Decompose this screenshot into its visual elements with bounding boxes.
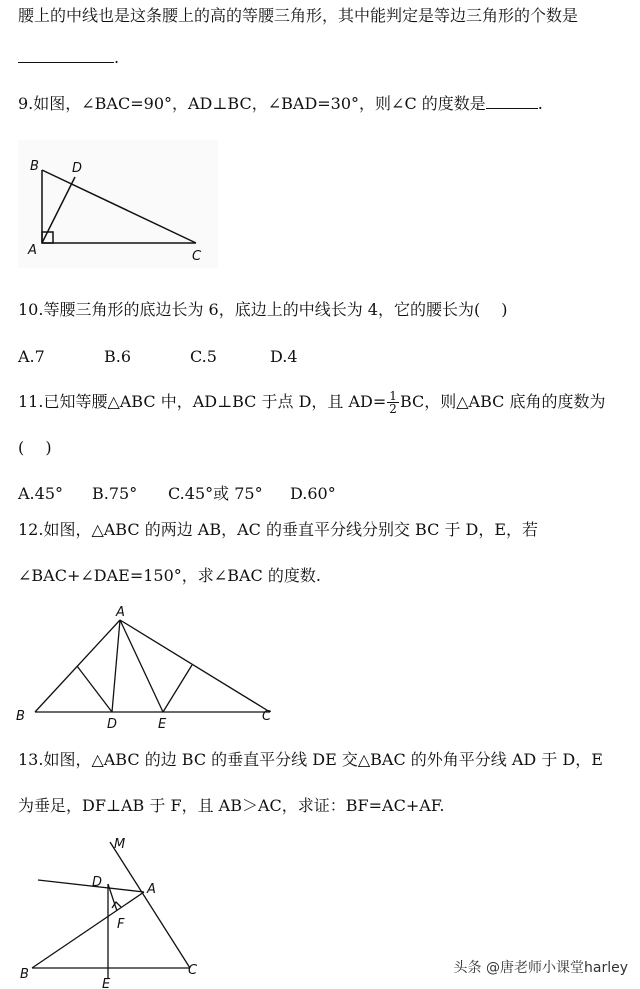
q9-label-c: C (192, 249, 202, 264)
q13-label-c: C (188, 963, 198, 978)
q10-option-b: B.6 (104, 347, 132, 366)
q11-option-a: A.45° (18, 484, 63, 503)
q12-label-d: D (107, 717, 118, 732)
q9-figure (18, 140, 218, 268)
q9-label-b: B (30, 159, 39, 174)
q13-segment-ab (32, 892, 144, 968)
q12-label-c: C (262, 709, 272, 724)
q11-option-b: B.75° (92, 484, 138, 503)
q13-label-f: F (117, 917, 125, 932)
q11-paren: ( ) (18, 438, 52, 457)
q13-right-angle-mark (112, 902, 121, 908)
q11-fraction-numerator: 1 (389, 389, 397, 403)
q11-question (18, 390, 605, 415)
watermark: 头条 @唐老师小课堂harley (453, 960, 628, 976)
q13-label-e: E (102, 977, 111, 988)
q13-line-mc (110, 842, 190, 968)
q9-end: . (537, 94, 543, 113)
q12-label-e: E (158, 717, 167, 732)
q10-options (18, 347, 298, 367)
q12-segment-ad (112, 620, 120, 712)
q9-answer-blank (486, 94, 538, 109)
q12-figure (10, 602, 300, 736)
q12-line2: ∠BAC+∠DAE=150°，求∠BAC 的度数. (18, 566, 321, 585)
q9-text: 9.如图，∠BAC=90°，AD⊥BC，∠BAD=30°，则∠C 的度数是 (18, 94, 486, 113)
q13-line2: 为垂足，DF⊥AB 于 F，且 AB＞AC，求证：BF=AC+AF. (18, 796, 445, 815)
q12-label-a: A (116, 605, 125, 620)
q8-answer-line (18, 48, 119, 68)
q9-label-a: A (28, 243, 37, 258)
q13-label-d: D (92, 875, 103, 890)
q11-options (18, 484, 336, 504)
q12-line1: 12.如图，△ABC 的两边 AB，AC 的垂直平分线分别交 BC 于 D，E，若 (18, 520, 539, 539)
q10-text: 10.等腰三角形的底边长为 6，底边上的中线长为 4，它的腰长为( ) (18, 300, 508, 319)
q11-option-d: D.60° (290, 484, 336, 503)
q8-line1: 腰上的中线也是这条腰上的高的等腰三角形，其中能判定是等边三角形的个数是 (18, 6, 579, 25)
q10-option-a: A.7 (18, 347, 45, 366)
q8-answer-blank (18, 48, 114, 63)
q13-label-b: B (20, 967, 29, 982)
q9-question (18, 94, 543, 114)
q11-fraction-denominator: 2 (389, 402, 397, 416)
q12-segment-ac (120, 620, 270, 712)
q13-external-bisector-ad (38, 880, 144, 892)
q10-option-c: C.5 (190, 347, 217, 366)
q12-label-b: B (16, 709, 25, 724)
q10-option-d: D.4 (270, 347, 298, 366)
q11-option-c: C.45°或 75° (168, 484, 263, 503)
q11-text-after: BC，则△ABC 底角的度数为 (399, 392, 606, 411)
q11-text-before: 11.已知等腰△ABC 中，AD⊥BC 于点 D，且 AD= (18, 392, 387, 411)
q13-line1: 13.如图，△ABC 的边 BC 的垂直平分线 DE 交△BAC 的外角平分线 AD 于 D，E (18, 750, 603, 769)
q13-label-a: A (147, 882, 156, 897)
q13-figure (18, 828, 218, 988)
q9-label-d: D (72, 161, 83, 176)
q12-perpendicular-bisector-ac (163, 665, 192, 712)
q11-fraction (387, 390, 399, 415)
q12-perpendicular-bisector-ab (77, 666, 112, 712)
q8-end: . (114, 48, 120, 67)
q13-label-m: M (114, 837, 126, 852)
